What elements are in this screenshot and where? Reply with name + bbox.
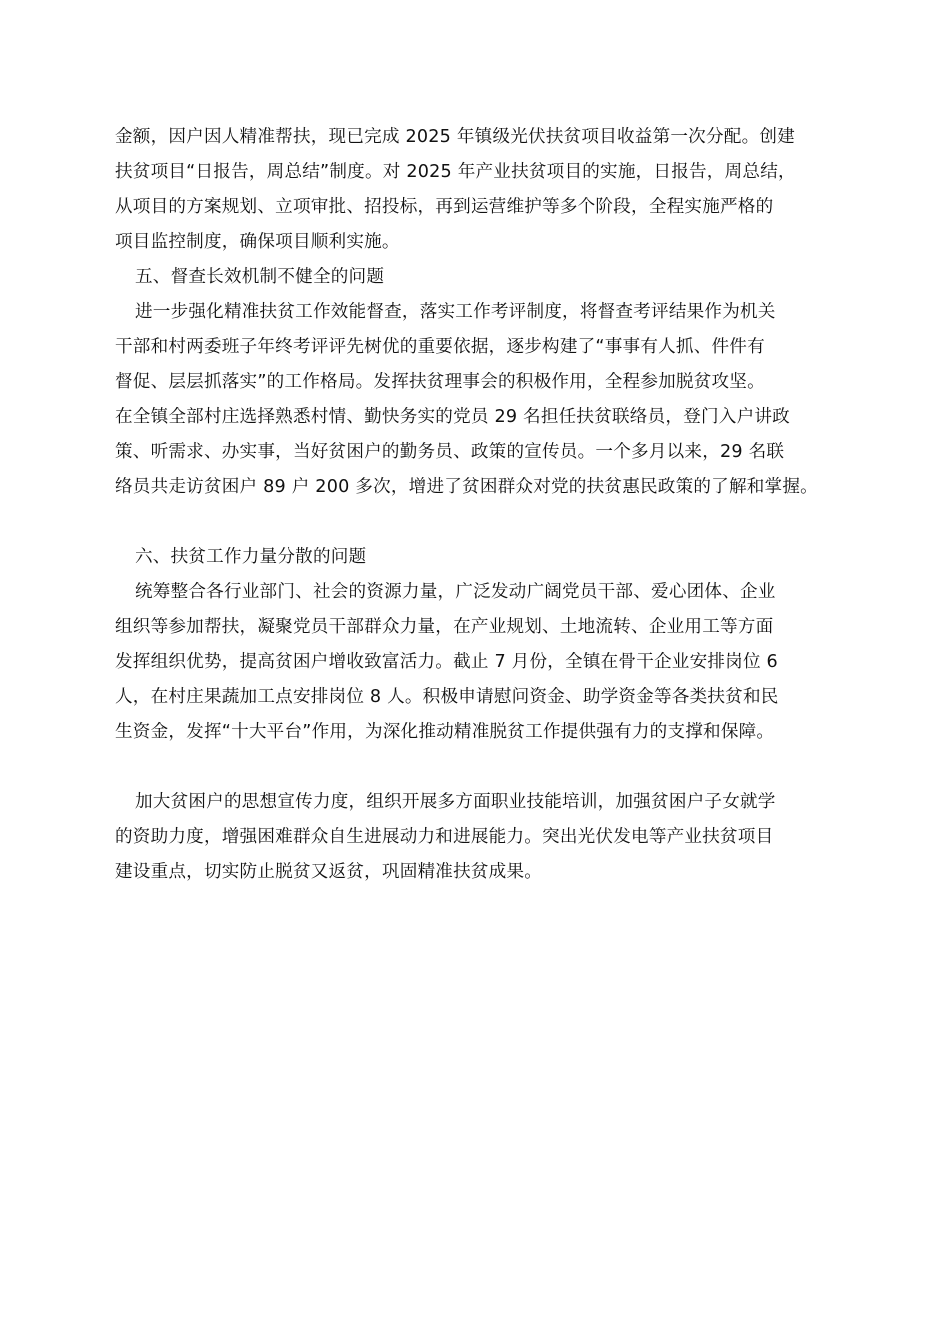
section-5-line-4: 在全镇全部村庄选择熟悉村情、勤快务实的党员 29 名担任扶贫联络员，登门入户讲政 [115, 407, 790, 427]
intro-line-1: 金额，因户因人精准帮扶，现已完成 2025 年镇级光伏扶贫项目收益第一次分配。创建 [115, 127, 795, 147]
section-5 [115, 260, 850, 505]
section-5-line-1: 进一步强化精准扶贫工作效能督查，落实工作考评制度，将督查考评结果作为机关 [135, 302, 776, 322]
paragraph-gap [115, 505, 850, 540]
section-5-line-3: 督促、层层抓落实”的工作格局。发挥扶贫理事会的积极作用，全程参加脱贫攻坚。 [115, 372, 765, 392]
closing-line-2: 的资助力度，增强困难群众自生进展动力和进展能力。突出光伏发电等产业扶贫项目 [115, 827, 774, 847]
section-5-line-5: 策、听需求、办实事，当好贫困户的勤务员、政策的宣传员。一个多月以来，29 名联 [115, 442, 785, 462]
intro-line-2: 扶贫项目“日报告，周总结”制度。对 2025 年产业扶贫项目的实施，日报告，周总结， [115, 162, 796, 182]
section-6 [115, 540, 850, 750]
section-6-line-5: 生资金，发挥“十大平台”作用，为深化推动精准脱贫工作提供强有力的支撑和保障。 [115, 722, 775, 742]
intro-line-3: 从项目的方案规划、立项审批、招投标，再到运营维护等多个阶段，全程实施严格的 [115, 197, 774, 217]
section-6-line-3: 发挥组织优势，提高贫困户增收致富活力。截止 7 月份，全镇在骨干企业安排岗位 6 [115, 652, 778, 672]
intro-line-4: 项目监控制度，确保项目顺利实施。 [115, 232, 400, 252]
intro-paragraph [115, 120, 850, 260]
section-5-line-6: 络员共走访贫困户 89 户 200 多次，增进了贫困群众对党的扶贫惠民政策的了解和掌握。 [115, 477, 818, 497]
closing-paragraph [115, 785, 850, 890]
closing-line-1: 加大贫困户的思想宣传力度，组织开展多方面职业技能培训，加强贫困户子女就学 [135, 792, 776, 812]
section-6-line-4: 人，在村庄果蔬加工点安排岗位 8 人。积极申请慰问资金、助学资金等各类扶贫和民 [115, 687, 779, 707]
paragraph-gap [115, 750, 850, 785]
document-body [115, 120, 850, 890]
section-6-heading: 六、扶贫工作力量分散的问题 [135, 547, 367, 567]
section-6-line-2: 组织等参加帮扶，凝聚党员干部群众力量，在产业规划、土地流转、企业用工等方面 [115, 617, 774, 637]
section-5-heading: 五、督查长效机制不健全的问题 [135, 267, 385, 287]
section-5-line-2: 干部和村两委班子年终考评评先树优的重要依据，逐步构建了“事事有人抓、件件有 [115, 337, 765, 357]
closing-line-3: 建设重点，切实防止脱贫又返贫，巩固精准扶贫成果。 [115, 862, 543, 882]
section-6-line-1: 统筹整合各行业部门、社会的资源力量，广泛发动广阔党员干部、爱心团体、企业 [135, 582, 776, 602]
